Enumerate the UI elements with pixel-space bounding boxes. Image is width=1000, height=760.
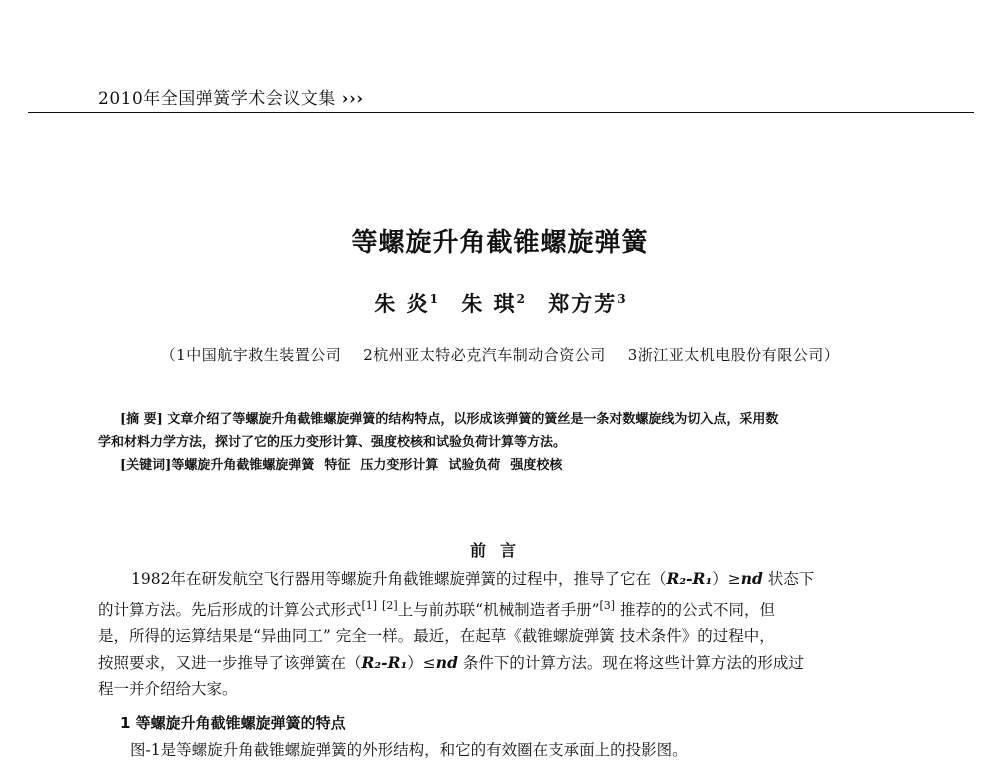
keywords — [98, 454, 908, 477]
citation-ref[interactable]: [1] — [361, 598, 378, 612]
formula-nd: nd — [740, 569, 763, 588]
affiliation-close-paren: ） — [823, 346, 840, 364]
section1-text: 图-1是等螺旋升角截锥螺旋弹簧的外形结构，和它的有效圈在支承面上的投影图。 — [130, 741, 688, 759]
author-list — [0, 288, 1000, 318]
formula-nd: nd — [435, 652, 458, 672]
header-rule — [28, 112, 974, 113]
affiliation-open-paren: （ — [160, 346, 177, 364]
preface-text: 状态下 — [762, 570, 815, 588]
abstract-text-line2: 学和材料力学方法，探讨了它的压力变形计算、强度校核和试验负荷计算等方法。 — [98, 435, 567, 450]
abstract — [98, 408, 908, 477]
affiliation-item: 1中国航宇救生装置公司 — [176, 346, 342, 364]
author-mark: 2 — [516, 292, 525, 306]
preface-text: 程一并介绍给大家。 — [98, 680, 238, 699]
preface-text: 上与前苏联“机械制造者手册” — [397, 600, 600, 619]
section-heading-1: 1 等螺旋升角截锥螺旋弹簧的特点 — [120, 714, 346, 732]
author-mark: 1 — [429, 292, 438, 306]
citation-ref[interactable]: [3] — [599, 598, 616, 612]
affiliations — [0, 344, 1000, 365]
keyword-item: 试验负荷 — [448, 458, 501, 473]
author-name: 郑方芳 — [548, 291, 618, 316]
author-name: 朱 炎 — [374, 291, 430, 316]
preface-text: ）≥ — [712, 570, 741, 588]
paper-title: 等螺旋升角截锥螺旋弹簧 — [351, 228, 649, 258]
preface-text: 1982年在研发航空飞行器用等螺旋升角截锥螺旋弹簧的过程中，推导了它在（ — [131, 570, 667, 588]
abstract-label: [摘 要] — [120, 412, 163, 427]
running-header — [98, 84, 364, 109]
citation-ref[interactable]: [2] — [382, 598, 398, 612]
preface-text: 按照要求，又进一步推导了该弹簧在（ — [98, 653, 362, 672]
abstract-text-line1: 文章介绍了等螺旋升角截锥螺旋弹簧的结构特点，以形成该弹簧的簧丝是一条对数螺旋线为切入点，采用数 — [167, 412, 779, 427]
preface-text: ）≤ — [407, 653, 436, 672]
preface-body — [98, 566, 908, 703]
keyword-item: 强度校核 — [510, 458, 563, 473]
preface-text: 条件下的计算方法。现在将这些计算方法的形成过 — [457, 653, 804, 672]
author-mark: 3 — [617, 292, 626, 306]
preface-text: 推荐的的公式不同，但 — [620, 600, 776, 619]
keyword-item: 特征 — [324, 458, 351, 473]
formula-r2-r1: R₂-R₁ — [666, 569, 713, 588]
preface-text: 是，所得的运算结果是“异曲同工” 完全一样。最近，在起草《截锥螺旋弹簧 技术条件》的过程中， — [98, 627, 775, 646]
affiliation-item: 2杭州亚太特必克汽车制动合资公司 — [363, 346, 606, 364]
section-heading-preface: 前言 — [469, 541, 530, 560]
keyword-item: 压力变形计算 — [360, 458, 439, 473]
formula-r2-r1: R₂-R₁ — [361, 652, 408, 672]
keyword-item: 等螺旋升角截锥螺旋弹簧 — [171, 458, 315, 473]
author-name: 朱 琪 — [461, 291, 517, 316]
affiliation-item: 3浙江亚太机电股份有限公司 — [627, 346, 824, 364]
running-header-chevrons: ››› — [341, 89, 364, 109]
preface-text: 的计算方法。先后形成的计算公式形式 — [98, 600, 362, 619]
keywords-label: [关键词] — [120, 458, 172, 473]
running-header-title: 2010年全国弹簧学术会议文集 — [98, 89, 336, 109]
